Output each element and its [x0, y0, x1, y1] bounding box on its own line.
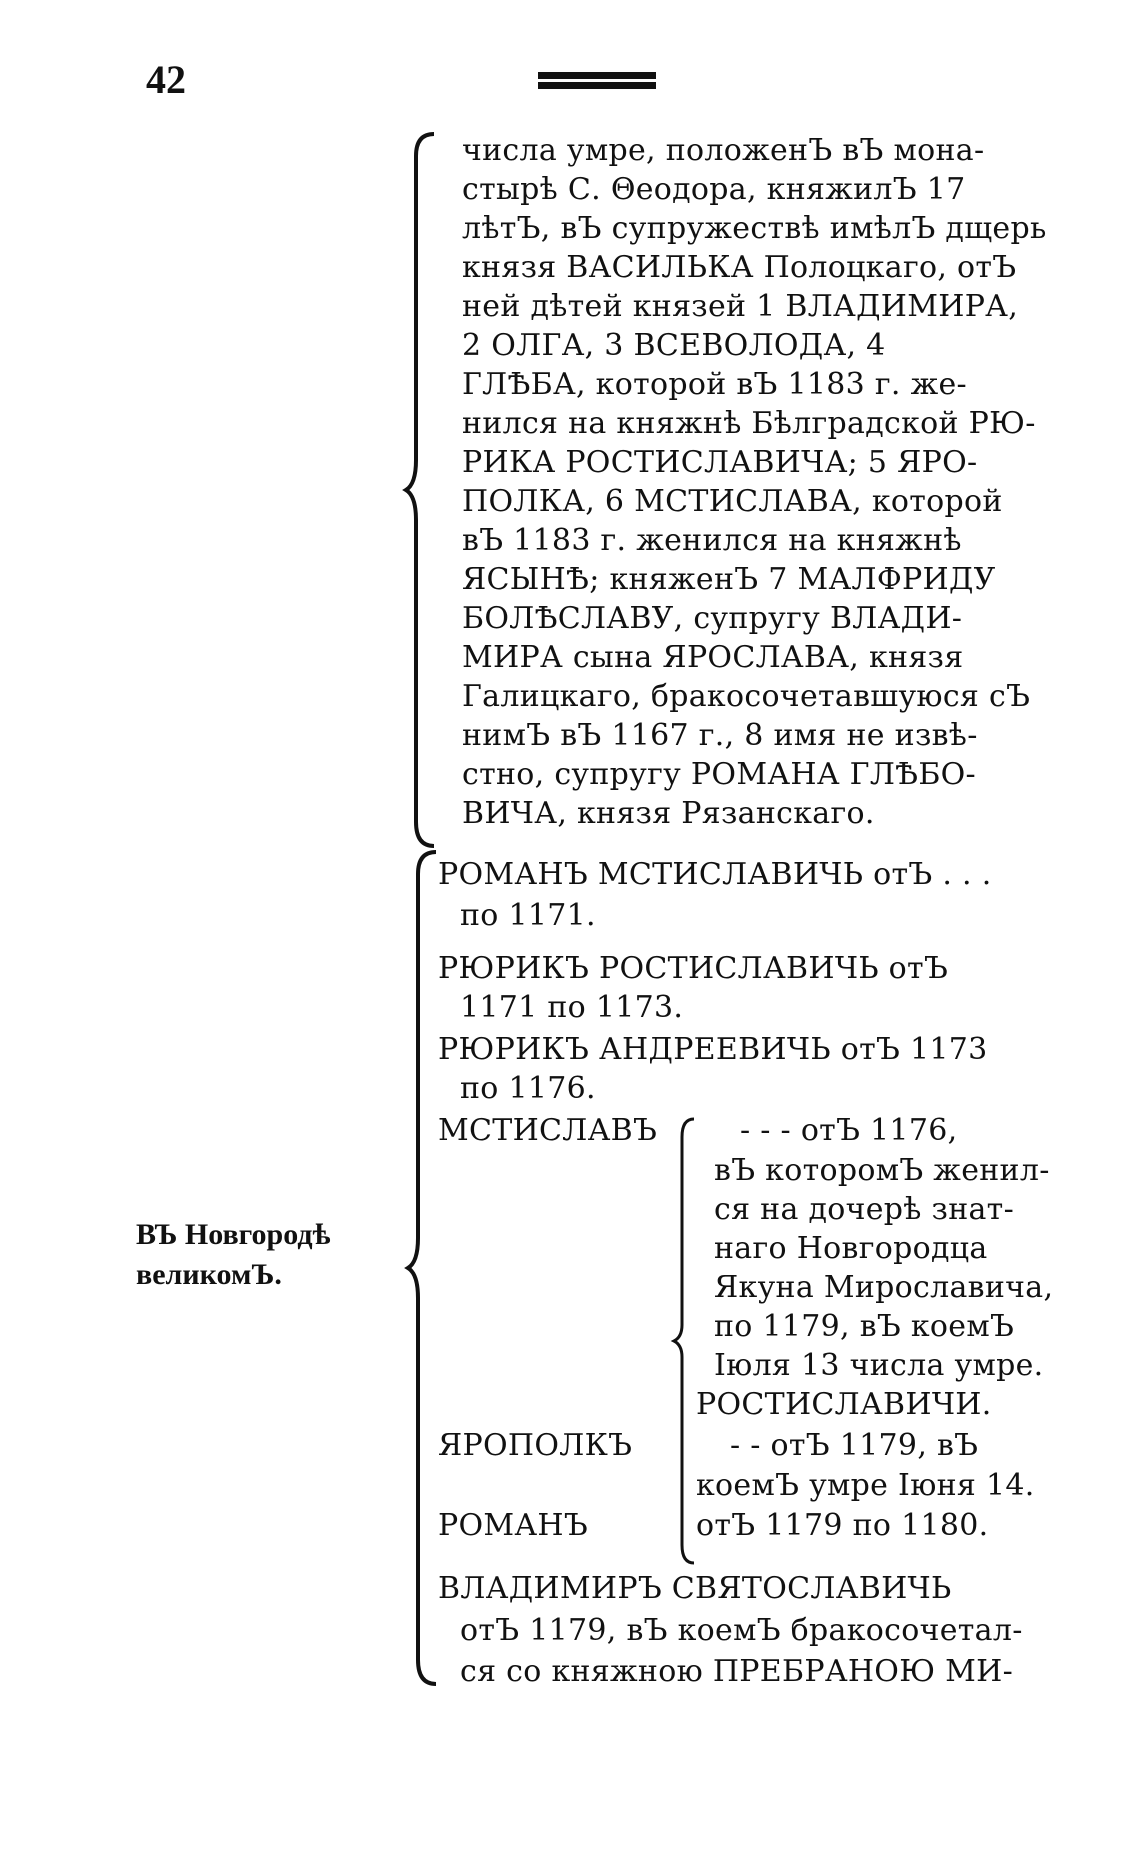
page-number: 42	[146, 57, 186, 102]
block1-line-8: нился на княжнѣ Бѣлградской РЮ-	[462, 406, 1036, 441]
sub-line-4: наго Новгородца	[714, 1231, 988, 1266]
block3-line-1: ВЛАДИМИРЪ СВЯТОСЛАВИЧЬ	[438, 1571, 952, 1606]
block3-line-2: отЪ 1179, вЪ коемЪ бракосочетал-	[460, 1613, 1023, 1648]
block1-line-15: Галицкаго, бракосочетавшуюся сЪ	[462, 679, 1031, 714]
sub-name-yaropolk: ЯРОПОЛКЪ	[438, 1428, 633, 1463]
sub-line-7: Іюля 13 числа умре.	[714, 1348, 1044, 1383]
block1-line-1: числа умре, положенЪ вЪ мона-	[462, 133, 985, 168]
block3-line-3: ся со княжною ПРЕБРАНОЮ МИ-	[460, 1654, 1014, 1689]
side-note-line-2: великомЪ.	[136, 1258, 282, 1291]
sub-name-roman: РОМАНЪ	[438, 1508, 589, 1543]
block1-line-3: лѣтЪ, вЪ супружествѣ имѣлЪ дщерь	[462, 211, 1047, 246]
block1-line-12: ЯСЫНѢ; княженЪ 7 МАЛФРИДУ	[462, 562, 996, 597]
block1-line-5: ней дѣтей князей 1 ВЛАДИМИРА,	[462, 289, 1019, 324]
block1-line-4: князя ВАСИЛЬКА Полоцкаго, отЪ	[462, 250, 1017, 285]
block1-line-2: стырѣ С. Θеодора, княжилЪ 17	[462, 172, 966, 207]
sub-line-3: ся на дочерѣ знат-	[714, 1192, 1015, 1227]
block1-line-11: вЪ 1183 г. женился на княжнѣ	[462, 523, 962, 558]
block1-line-18: ВИЧА, князя Рязанскаго.	[462, 796, 875, 831]
block1-line-7: ГЛѢБА, которой вЪ 1183 г. же-	[462, 367, 967, 402]
block2-line-4: 1171 по 1173.	[460, 990, 684, 1025]
brace-block1	[402, 130, 442, 850]
sub-line-10: коемЪ умре Іюня 14.	[696, 1468, 1035, 1503]
block1-line-16: нимЪ вЪ 1167 г., 8 имя не извѣ-	[462, 718, 978, 753]
sub-line-9: - - отЪ 1179, вЪ	[730, 1428, 979, 1463]
sub-line-8: РОСТИСЛАВИЧИ.	[696, 1387, 992, 1422]
block1-line-17: стно, супругу РОМАНА ГЛѢБО-	[462, 757, 976, 792]
block2-line-5: РЮРИКЪ АНДРЕЕВИЧЬ отЪ 1173	[438, 1032, 988, 1067]
sub-line-11: отЪ 1179 по 1180.	[696, 1508, 989, 1543]
sub-line-5: Якуна Мирославича,	[714, 1270, 1054, 1305]
side-note-line-1: ВЪ Новгородѣ	[136, 1218, 331, 1251]
block1-line-13: БОЛѢСЛАВУ, супругу ВЛАДИ-	[462, 601, 963, 636]
block2-line-3: РЮРИКЪ РОСТИСЛАВИЧЬ отЪ	[438, 951, 949, 986]
block2-line-7: МСТИСЛАВЪ	[438, 1113, 658, 1148]
block2-line-1: РОМАНЪ МСТИСЛАВИЧЬ отЪ . . .	[438, 857, 992, 892]
header-rule-bottom	[538, 82, 656, 89]
header-rule-top	[538, 72, 656, 79]
block2-line-2: по 1171.	[460, 898, 596, 933]
block2-line-6: по 1176.	[460, 1071, 596, 1106]
sub-line-1: - - - отЪ 1176,	[740, 1113, 958, 1148]
block1-line-6: 2 ОЛГА, 3 ВСЕВОЛОДА, 4	[462, 328, 886, 363]
side-note	[136, 1215, 331, 1295]
sub-line-2: вЪ которомЪ женил-	[714, 1153, 1050, 1188]
block1-line-9: РИКА РОСТИСЛАВИЧА; 5 ЯРО-	[462, 445, 978, 480]
block1-line-10: ПОЛКА, 6 МСТИСЛАВА, которой	[462, 484, 1003, 519]
sub-line-6: по 1179, вЪ коемЪ	[714, 1309, 1015, 1344]
block1-line-14: МИРА сына ЯРОСЛАВА, князя	[462, 640, 964, 675]
